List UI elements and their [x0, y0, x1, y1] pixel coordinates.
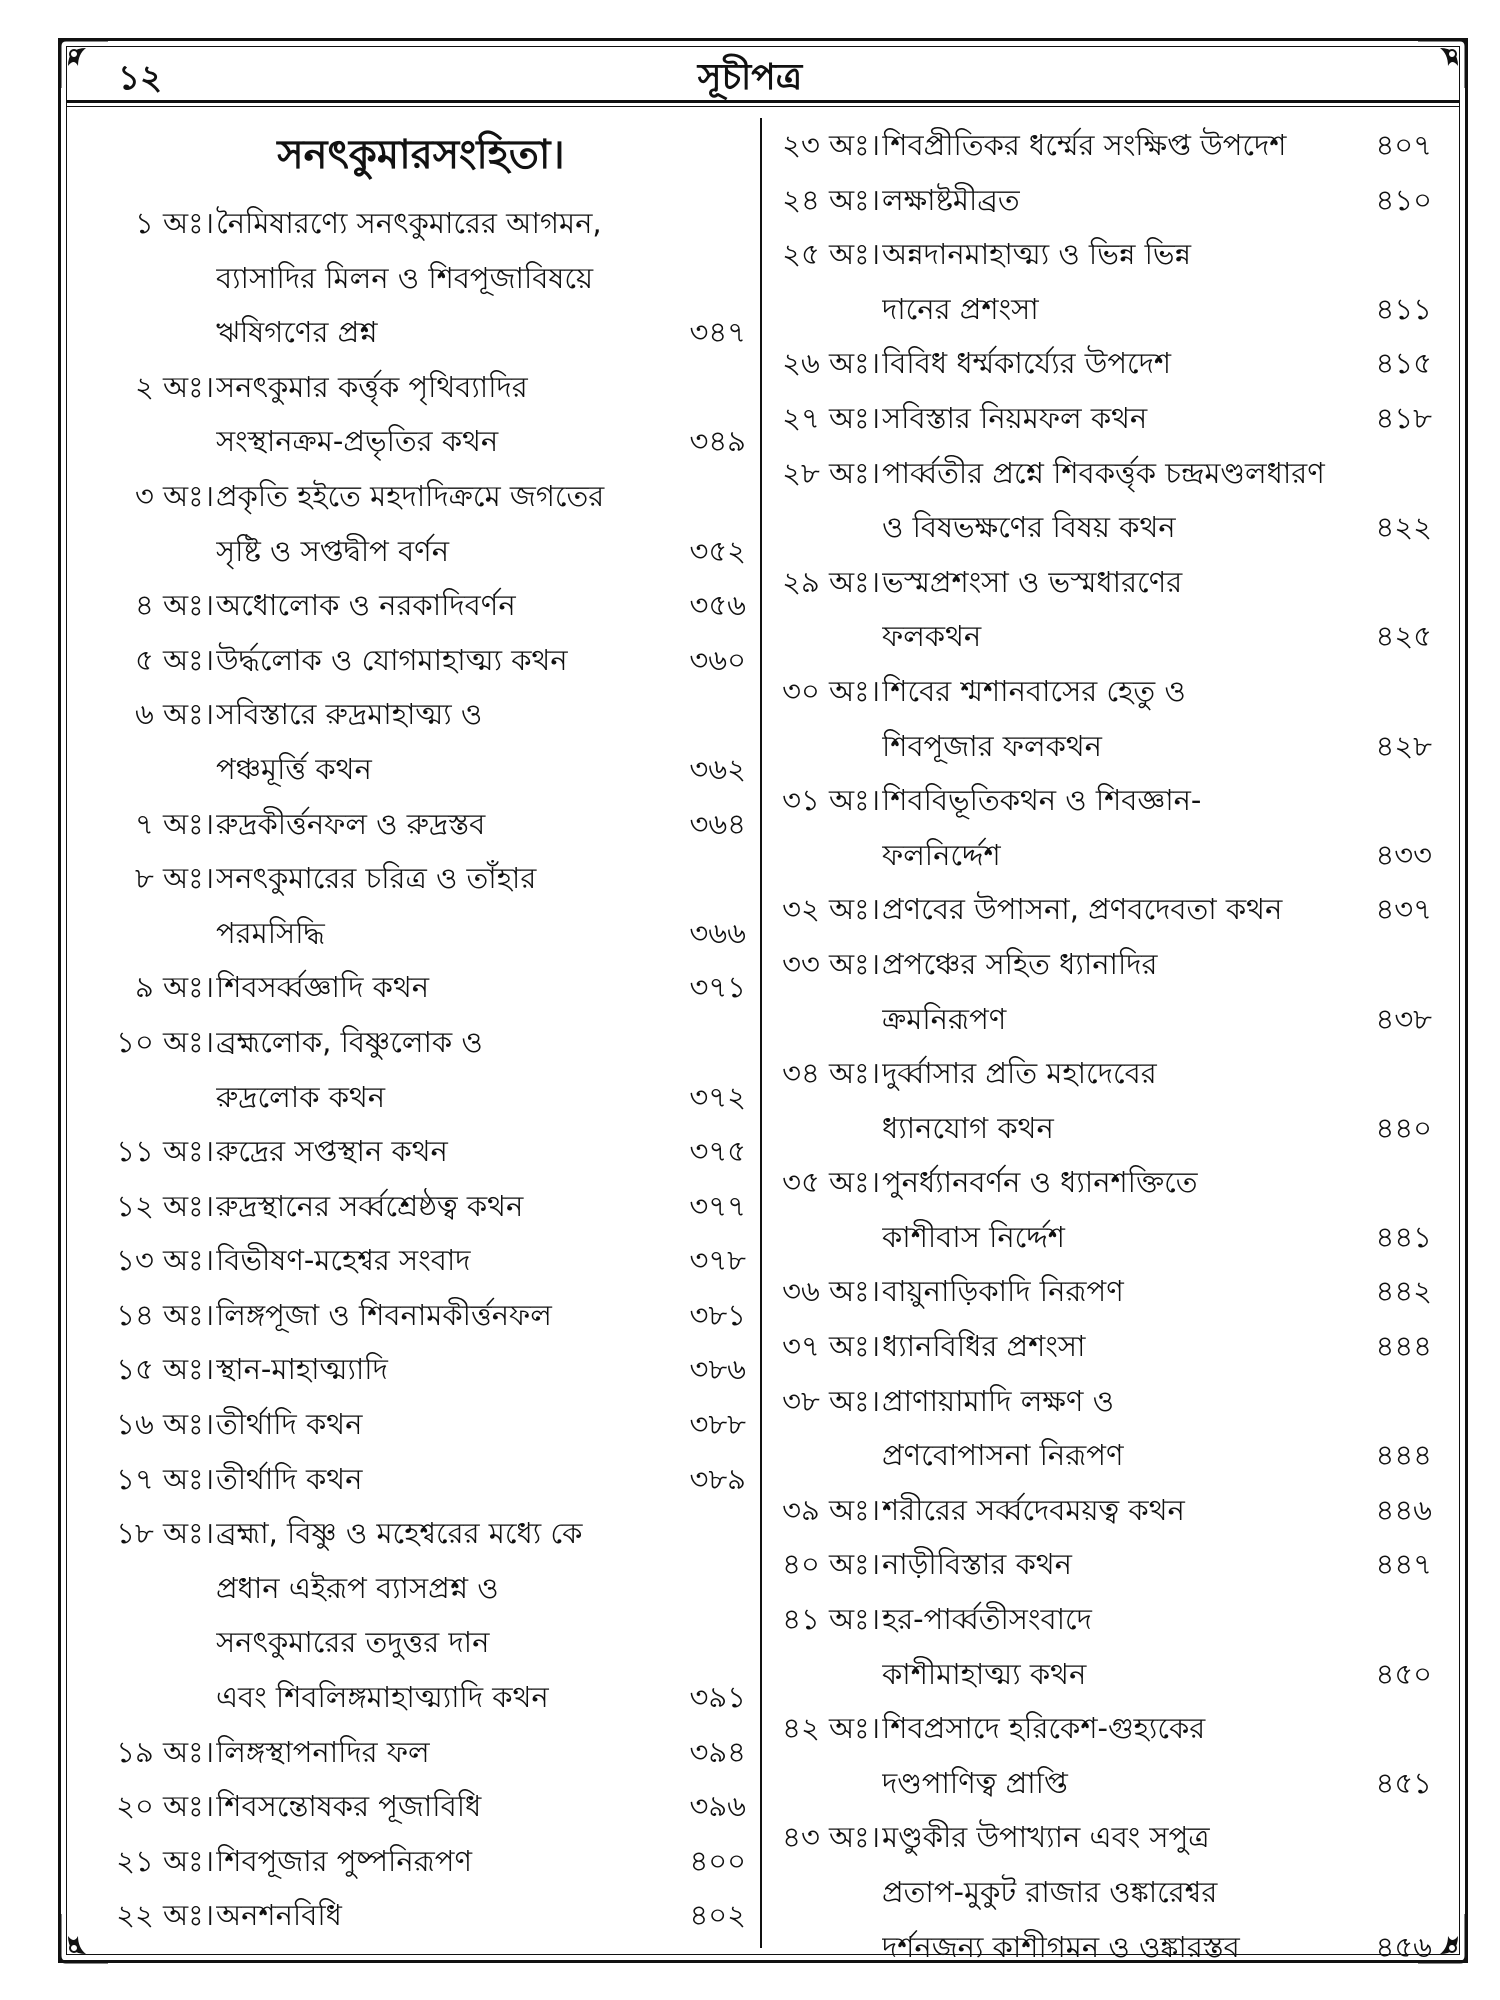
- chapter-title: শিবপ্রসাদে হরিকেশ-গুহ্যকের: [882, 1711, 1206, 1746]
- chapter-title: প্রণবের উপাসনা, প্রণবদেবতা কথন: [882, 892, 1283, 927]
- chapter-number: ২১ অঃ।: [116, 1843, 214, 1878]
- chapter-number: ১০ অঃ।: [116, 1024, 214, 1059]
- toc-entry-line: [772, 227, 1432, 282]
- page-reference: ৩৭৭: [689, 1188, 746, 1223]
- toc-entry: [772, 446, 1432, 555]
- toc-entry-line: [96, 797, 746, 852]
- toc-entry: [772, 1319, 1432, 1374]
- toc-entry-line: [96, 742, 746, 797]
- page-reference: ৩৯৪: [689, 1734, 746, 1769]
- chapter-number: ৪০ অঃ।: [782, 1547, 880, 1582]
- toc-entry: [772, 1537, 1432, 1592]
- toc-entry-line: [96, 1288, 746, 1343]
- toc-entry-line: [96, 1561, 746, 1616]
- toc-entry: [772, 1264, 1432, 1319]
- toc-entry: [772, 555, 1432, 664]
- chapter-number: ২২ অঃ।: [116, 1898, 214, 1933]
- toc-entry-line: [772, 773, 1432, 828]
- chapter-title: ফলনির্দ্দেশ: [882, 837, 1001, 872]
- chapter-number: ২০ অঃ।: [116, 1789, 214, 1824]
- chapter-title: নৈমিষারণ্যে সনৎকুমারের আগমন,: [216, 206, 602, 240]
- page-reference: ৩৪৯: [689, 424, 746, 459]
- page-reference: ৪৩৮: [1375, 1001, 1432, 1036]
- toc-entry: [772, 391, 1432, 446]
- page-reference: ৩৭১: [689, 970, 746, 1005]
- toc-entry: [772, 773, 1432, 882]
- toc-entry-line: [772, 1374, 1432, 1429]
- chapter-title: রুদ্রের সপ্তস্থান কথন: [216, 1134, 448, 1169]
- page-reference: ৪৫১: [1375, 1765, 1432, 1800]
- toc-entry-line: [772, 937, 1432, 992]
- toc-entry-line: [96, 1179, 746, 1234]
- chapter-title: বিবিধ ধর্ম্মকার্য্যের উপদেশ: [882, 346, 1172, 381]
- chapter-number: ৬ অঃ।: [134, 697, 214, 732]
- chapter-title: মণ্ডুকীর উপাখ্যান এবং সপুত্র: [882, 1820, 1210, 1855]
- toc-entry-line: [96, 1506, 746, 1561]
- toc-entry: [96, 1179, 746, 1234]
- toc-entry-line: [772, 1592, 1432, 1647]
- chapter-number: ১৯ অঃ।: [116, 1734, 214, 1769]
- toc-entry-line: [96, 1397, 746, 1452]
- chapter-title: দর্শনজন্য কাশীগমন ও ওঙ্কারস্তব: [882, 1929, 1240, 1964]
- toc-entry-line: [96, 1015, 746, 1070]
- chapter-title: লিঙ্গপূজা ও শিবনামকীর্ত্তনফল: [216, 1297, 552, 1332]
- toc-entry: [772, 1810, 1432, 1974]
- page-reference: ৩৬২: [689, 751, 746, 786]
- toc-entry-line: [772, 882, 1432, 937]
- toc-entry-line: [96, 1070, 746, 1125]
- toc-entry: [96, 1015, 746, 1124]
- toc-entry: [96, 1397, 746, 1452]
- chapter-number: ৩৮ অঃ।: [782, 1383, 880, 1418]
- chapter-number: ১৫ অঃ।: [116, 1352, 214, 1387]
- toc-entry-line: [96, 469, 746, 524]
- chapter-title: লিঙ্গস্থাপনাদির ফল: [216, 1734, 430, 1769]
- chapter-number: ৩৬ অঃ।: [782, 1274, 880, 1309]
- toc-entry-line: [772, 500, 1432, 555]
- chapter-title: স্থান-মাহাত্ম্যাদি: [216, 1352, 388, 1387]
- chapter-number: ১৩ অঃ।: [116, 1243, 214, 1278]
- chapter-title: উর্দ্ধলোক ও যোগমাহাত্ম্য কথন: [216, 642, 568, 677]
- chapter-title: রুদ্রলোক কথন: [216, 1079, 386, 1114]
- page-reference: ৪৩৩: [1375, 837, 1432, 872]
- toc-entry: [772, 1701, 1432, 1810]
- page-reference: ৪৪১: [1375, 1219, 1432, 1254]
- toc-entry: [96, 1834, 746, 1889]
- toc-entry-line: [96, 1888, 746, 1943]
- chapter-title: কাশীবাস নির্দ্দেশ: [882, 1219, 1065, 1254]
- toc-entry: [96, 797, 746, 852]
- chapter-title: ব্রহ্মলোক, বিষ্ণুলোক ও: [216, 1024, 483, 1059]
- toc-entry: [96, 633, 746, 688]
- chapter-title: প্রধান এইরূপ ব্যাসপ্রশ্ন ও: [216, 1570, 499, 1605]
- toc-entry: [96, 1725, 746, 1780]
- chapter-title: শিবসন্তোষকর পূজাবিধি: [216, 1789, 482, 1824]
- page-reference: ৪৪৪: [1375, 1329, 1432, 1364]
- chapter-number: ২৪ অঃ।: [782, 182, 880, 217]
- toc-entry: [96, 1888, 746, 1943]
- book-title: সনৎকুমারসংহিতা।: [277, 132, 565, 178]
- chapter-number: ২ অঃ।: [134, 369, 214, 404]
- page-reference: ৪২২: [1375, 510, 1432, 545]
- chapter-number: ৩৪ অঃ।: [782, 1056, 880, 1091]
- chapter-title: পুনর্ধ্যানবর্ণন ও ধ্যানশক্তিতে: [882, 1165, 1198, 1200]
- chapter-title: ভস্মপ্রশংসা ও ভস্মধারণের: [882, 564, 1183, 599]
- chapter-number: ৩২ অঃ।: [782, 892, 880, 927]
- chapter-title: শিবসর্ব্বজ্ঞাদি কথন: [216, 970, 430, 1005]
- chapter-number: ৭ অঃ।: [134, 806, 214, 841]
- page-reference: ৩৫২: [689, 533, 746, 568]
- chapter-title: শিবের শ্মশানবাসের হেতু ও: [882, 673, 1186, 708]
- toc-entry-line: [772, 1865, 1432, 1920]
- chapter-title: নাড়ীবিস্তার কথন: [882, 1547, 1072, 1582]
- toc-entry-line: [772, 1701, 1432, 1756]
- toc-entry-line: [96, 851, 746, 906]
- chapter-number: ৫ অঃ।: [135, 642, 214, 677]
- chapter-title: ব্যাসাদির মিলন ও শিবপূজাবিষয়ে: [216, 260, 594, 295]
- chapter-number: ১৭ অঃ।: [116, 1461, 214, 1496]
- chapter-title: প্রপঞ্চের সহিত ধ্যানাদির: [882, 946, 1158, 981]
- chapter-title: পরমসিদ্ধি: [216, 915, 325, 950]
- chapter-title: ব্রহ্মা, বিষ্ণু ও মহেশ্বরের মধ্যে কে: [216, 1516, 583, 1551]
- chapter-title: শিবপ্রীতিকর ধর্ম্মের সংক্ষিপ্ত উপদেশ: [882, 128, 1287, 162]
- toc-entry-line: [96, 196, 746, 251]
- chapter-title: প্রণবোপাসনা নিরূপণ: [882, 1438, 1124, 1473]
- toc-entry: [772, 1483, 1432, 1538]
- chapter-title: হর-পার্ব্বতীসংবাদে: [882, 1602, 1092, 1637]
- chapter-title: শিববিভূতিকথন ও শিবজ্ঞান-: [882, 783, 1202, 818]
- chapter-title: পঞ্চমূর্ত্তি কথন: [216, 751, 372, 786]
- chapter-title: দুর্ব্বাসার প্রতি মহাদেবের: [882, 1056, 1157, 1091]
- toc-entry-line: [96, 1779, 746, 1834]
- chapter-number: ৯ অঃ।: [135, 970, 214, 1005]
- toc-entry-line: [772, 282, 1432, 337]
- page-reference: ৪৫৬: [1375, 1929, 1432, 1964]
- toc-entry-line: [96, 524, 746, 579]
- chapter-number: ১৮ অঃ।: [116, 1516, 214, 1551]
- chapter-number: ২৯ অঃ।: [782, 564, 880, 599]
- chapter-title: দণ্ডপাণিত্ব প্রাপ্তি: [882, 1765, 1068, 1800]
- page-reference: ৩৮৮: [689, 1407, 746, 1442]
- toc-entry-line: [772, 1483, 1432, 1538]
- toc-entry-line: [772, 1319, 1432, 1374]
- chapter-title: প্রাণায়ামাদি লক্ষণ ও: [882, 1383, 1114, 1418]
- toc-entry: [772, 937, 1432, 1046]
- page-reference: ৪০৭: [1375, 128, 1432, 162]
- page-number: ১২: [118, 58, 163, 98]
- chapter-title: কাশীমাহাত্ম্য কথন: [882, 1656, 1087, 1691]
- chapter-title: পার্ব্বতীর প্রশ্নে শিবকর্ত্তৃক চন্দ্রমণ্ডলধারণ: [882, 455, 1325, 490]
- chapter-number: ৩৯ অঃ।: [782, 1492, 880, 1527]
- toc-entry: [96, 196, 746, 360]
- page-reference: ৪০০: [689, 1843, 746, 1878]
- page-reference: ৩৭৫: [689, 1134, 746, 1169]
- toc-entry-line: [772, 1210, 1432, 1265]
- page-reference: ৪১৫: [1375, 346, 1432, 381]
- chapter-title: সৃষ্টি ও সপ্তদ্বীপ বর্ণন: [216, 533, 450, 568]
- toc-entry: [772, 664, 1432, 773]
- toc-entry: [96, 1233, 746, 1288]
- chapter-number: ৩৫ অঃ।: [782, 1165, 880, 1200]
- page-reference: ৩৬৪: [689, 806, 746, 841]
- toc-entry-line: [772, 1264, 1432, 1319]
- chapter-number: ৪৩ অঃ।: [782, 1820, 880, 1855]
- page-reference: ৪১৮: [1375, 400, 1432, 435]
- toc-entry-line: [96, 1670, 746, 1725]
- chapter-title: সবিস্তারে রুদ্রমাহাত্ম্য ও: [216, 697, 483, 732]
- chapter-number: ৩ অঃ।: [134, 478, 214, 513]
- toc-entry-line: [772, 391, 1432, 446]
- page-reference: ৩৮৬: [689, 1352, 746, 1387]
- toc-entry-line: [96, 1725, 746, 1780]
- toc-entry: [96, 578, 746, 633]
- chapter-title: বিভীষণ-মহেশ্বর সংবাদ: [216, 1243, 471, 1278]
- chapter-title: ঋষিগণের প্রশ্ন: [216, 315, 378, 350]
- chapter-title: প্রতাপ-মুকুট রাজার ওঙ্কারেশ্বর: [882, 1875, 1218, 1909]
- toc-entry-line: [772, 1155, 1432, 1210]
- toc-list-right: [772, 118, 1432, 1974]
- toc-entry-line: [772, 1756, 1432, 1811]
- toc-right-column: [772, 118, 1432, 1974]
- chapter-title: ধ্যানবিধির প্রশংসা: [882, 1329, 1086, 1364]
- page-reference: ৪২৮: [1375, 728, 1432, 763]
- toc-entry: [96, 1288, 746, 1343]
- toc-entry: [772, 118, 1432, 173]
- chapter-title: রুদ্রকীর্ত্তনফল ও রুদ্রস্তব: [216, 806, 486, 841]
- page-reference: ৪৩৭: [1375, 892, 1432, 927]
- toc-entry: [96, 1779, 746, 1834]
- page-reference: ৩৯৬: [689, 1789, 746, 1824]
- toc-entry-line: [772, 1810, 1432, 1865]
- toc-entry-line: [772, 1537, 1432, 1592]
- toc-entry-line: [772, 1101, 1432, 1156]
- toc-entry-line: [96, 1342, 746, 1397]
- chapter-title: এবং শিবলিঙ্গমাহাত্ম্যাদি কথন: [216, 1680, 549, 1715]
- chapter-number: ১১ অঃ।: [116, 1134, 214, 1169]
- toc-entry-line: [96, 1834, 746, 1889]
- chapter-number: ৪২ অঃ।: [782, 1711, 880, 1746]
- toc-entry: [96, 1342, 746, 1397]
- page-reference: ৪৪৪: [1375, 1438, 1432, 1473]
- chapter-title: সনৎকুমারের চরিত্র ও তাঁহার: [216, 861, 537, 896]
- page-reference: ৪৪২: [1375, 1274, 1432, 1309]
- toc-entry-line: [772, 609, 1432, 664]
- chapter-title: ধ্যানযোগ কথন: [882, 1110, 1054, 1145]
- toc-entry-line: [772, 555, 1432, 610]
- page-reference: ৪৪৬: [1375, 1492, 1432, 1527]
- toc-entry: [96, 687, 746, 796]
- toc-entry-line: [772, 828, 1432, 883]
- chapter-number: ২৬ অঃ।: [782, 346, 880, 381]
- chapter-number: ৪ অঃ।: [135, 588, 214, 623]
- toc-entry-line: [96, 687, 746, 742]
- toc-entry: [96, 360, 746, 469]
- toc-entry: [772, 1046, 1432, 1155]
- chapter-number: ৩১ অঃ।: [782, 783, 880, 818]
- page-reference: ৪১০: [1375, 182, 1432, 217]
- toc-entry-line: [96, 633, 746, 688]
- page-reference: ৪৫০: [1375, 1656, 1432, 1691]
- toc-entry-line: [772, 992, 1432, 1047]
- toc-entry-line: [772, 446, 1432, 501]
- chapter-title: অনশনবিধি: [216, 1898, 342, 1933]
- toc-entry-line: [96, 1615, 746, 1670]
- toc-entry-line: [772, 1428, 1432, 1483]
- chapter-number: ১৪ অঃ।: [116, 1297, 214, 1332]
- toc-entry: [96, 960, 746, 1015]
- page-reference: ৩৮১: [689, 1297, 746, 1332]
- chapter-number: ২৫ অঃ।: [782, 237, 880, 272]
- chapter-title: প্রকৃতি হইতে মহদাদিক্রমে জগতের: [216, 478, 605, 513]
- toc-entry-line: [96, 1233, 746, 1288]
- page-reference: ৩৯১: [689, 1680, 746, 1715]
- toc-entry: [96, 469, 746, 578]
- page-reference: ৩৬৬: [689, 915, 746, 950]
- chapter-title: অধোলোক ও নরকাদিবর্ণন: [216, 588, 516, 623]
- page-reference: ৩৪৭: [689, 315, 746, 350]
- page-reference: ৩৮৯: [689, 1461, 746, 1496]
- column-divider: [760, 118, 762, 1948]
- page-reference: ৪৪০: [1375, 1110, 1432, 1145]
- chapter-title: অন্নদানমাহাত্ম্য ও ভিন্ন ভিন্ন: [882, 237, 1192, 272]
- toc-entry-line: [772, 1647, 1432, 1702]
- toc-entry: [772, 173, 1432, 228]
- page-reference: ৪১১: [1375, 291, 1432, 326]
- chapter-title: শিবপূজার ফলকথন: [882, 728, 1102, 763]
- toc-entry-line: [96, 305, 746, 360]
- toc-entry: [96, 851, 746, 960]
- toc-entry-line: [772, 1920, 1432, 1975]
- toc-entry: [772, 882, 1432, 937]
- chapter-title: দানের প্রশংসা: [882, 291, 1039, 326]
- chapter-number: ৩০ অঃ।: [782, 673, 880, 708]
- chapter-number: ১ অঃ।: [135, 206, 214, 240]
- chapter-title: ক্রমনিরূপণ: [882, 1001, 1007, 1036]
- toc-entry-line: [772, 719, 1432, 774]
- chapter-title: সনৎকুমার কর্ত্তৃক পৃথিব্যাদির: [216, 369, 528, 404]
- chapter-number: ২৭ অঃ।: [782, 400, 880, 435]
- chapter-title: শিবপূজার পুষ্পনিরূপণ: [216, 1843, 473, 1878]
- toc-entry: [96, 1452, 746, 1507]
- toc-left-column: [96, 118, 746, 1943]
- chapter-title: ফলকথন: [882, 619, 982, 654]
- toc-entry-line: [96, 251, 746, 306]
- chapter-number: ১৬ অঃ।: [116, 1407, 214, 1442]
- chapter-title: তীর্থাদি কথন: [216, 1407, 363, 1442]
- chapter-number: ৩৩ অঃ।: [782, 946, 880, 981]
- toc-entry-line: [96, 414, 746, 469]
- chapter-title: বায়ুনাড়িকাদি নিরূপণ: [882, 1274, 1124, 1309]
- toc-entry-line: [772, 664, 1432, 719]
- toc-entry: [772, 336, 1432, 391]
- chapter-title: তীর্থাদি কথন: [216, 1461, 363, 1496]
- chapter-number: ১২ অঃ।: [116, 1188, 214, 1223]
- toc-entry-line: [772, 1046, 1432, 1101]
- toc-entry-line: [96, 960, 746, 1015]
- toc-entry-line: [96, 1452, 746, 1507]
- chapter-title: রুদ্রস্থানের সর্ব্বশ্রেষ্ঠত্ব কথন: [216, 1188, 524, 1223]
- page-title: সূচীপত্র: [697, 57, 803, 98]
- page-reference: ৪২৫: [1375, 619, 1432, 654]
- chapter-title: সংস্থানক্রম-প্রভৃতির কথন: [216, 424, 499, 459]
- chapter-number: ৪১ অঃ।: [782, 1602, 880, 1637]
- chapter-number: ৩৭ অঃ।: [782, 1329, 880, 1364]
- chapter-title: শরীরের সর্ব্বদেবময়ত্ব কথন: [882, 1492, 1185, 1527]
- page-reference: ৩৭৮: [689, 1243, 746, 1278]
- page-reference: ৩৬০: [689, 642, 746, 677]
- toc-entry: [772, 1374, 1432, 1483]
- page-reference: ৪৪৭: [1375, 1547, 1432, 1582]
- toc-entry: [96, 1506, 746, 1724]
- toc-entry-line: [772, 118, 1432, 173]
- toc-entry-line: [96, 1124, 746, 1179]
- page-reference: ৩৫৬: [689, 588, 746, 623]
- chapter-title: ও বিষভক্ষণের বিষয় কথন: [882, 510, 1176, 545]
- chapter-title: সনৎকুমারের তদুত্তর দান: [216, 1625, 490, 1660]
- chapter-number: ২৮ অঃ।: [782, 455, 880, 490]
- chapter-title: লক্ষাষ্টমীব্রত: [882, 182, 1020, 217]
- page-reference: ৪০২: [689, 1898, 746, 1933]
- toc-entry-line: [96, 360, 746, 415]
- toc-entry-line: [772, 336, 1432, 391]
- toc-entry: [772, 1592, 1432, 1701]
- toc-entry: [772, 227, 1432, 336]
- chapter-title: সবিস্তার নিয়মফল কথন: [882, 400, 1148, 435]
- chapter-number: ২৩ অঃ।: [782, 128, 880, 162]
- toc-list-left: [96, 196, 746, 1943]
- page-reference: ৩৭২: [689, 1079, 746, 1114]
- toc-entry-line: [772, 173, 1432, 228]
- toc-entry: [772, 1155, 1432, 1264]
- toc-entry-line: [96, 578, 746, 633]
- toc-entry: [96, 1124, 746, 1179]
- chapter-number: ৮ অঃ।: [135, 861, 214, 896]
- toc-entry-line: [96, 906, 746, 961]
